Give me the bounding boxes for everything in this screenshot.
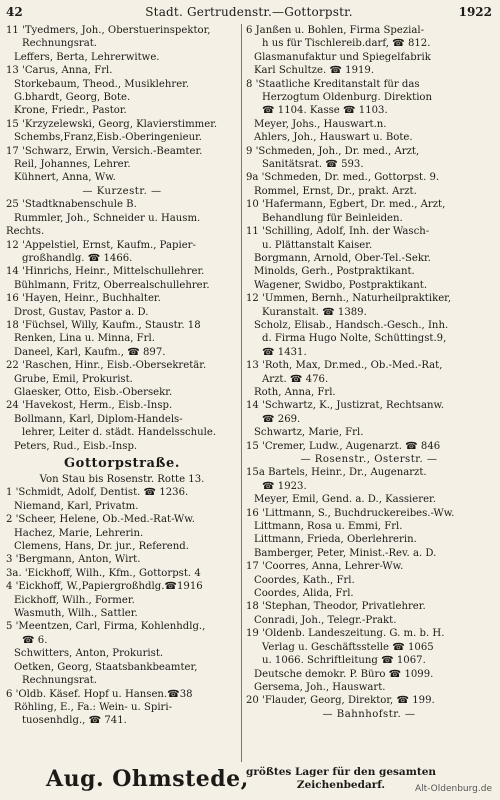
entry-continuation: Rechnungsrat. <box>22 675 97 687</box>
directory-entry-line: 4 'Eickhoff, W.,Papiergroßhdlg.☎1916 <box>6 581 203 593</box>
resident-line: Glaesker, Otto, Eisb.-Obersekr. <box>14 386 173 398</box>
directory-entry-line: 24 'Havekost, Herm., Eisb.-Insp. <box>6 400 173 412</box>
resident-line: Wagener, Swidbo, Postpraktikant. <box>254 279 428 291</box>
directory-entry-line: 12 'Ummen, Bernh., Naturheilpraktiker, <box>246 293 452 305</box>
resident-line: Reil, Johannes, Lehrer. <box>14 159 131 171</box>
resident-line: Storkebaum, Theod., Musiklehrer. <box>14 78 190 90</box>
resident-line: Minolds, Gerh., Postpraktikant. <box>254 266 415 278</box>
entry-continuation: ☎ 1104. Kasse ☎ 1103. <box>262 105 388 117</box>
entry-continuation: Sanitätsrat. ☎ 593. <box>262 159 364 171</box>
directory-entry-line: 15a Bartels, Heinr., Dr., Augenarzt. <box>246 467 427 479</box>
directory-entry-line: 14 'Hinrichs, Heinr., Mittelschullehrer. <box>6 266 205 278</box>
resident-line: Oetken, Georg, Staatsbankbeamter, <box>14 661 198 673</box>
directory-entry-line: 15 'Cremer, Ludw., Augenarzt. ☎ 846 <box>246 440 441 452</box>
resident-line: Schembs,Franz,Eisb.-Oberingenieur. <box>14 132 203 144</box>
entry-continuation: ☎ 1431. <box>262 346 307 358</box>
advertisement-footer <box>6 764 494 798</box>
directory-entry-line: 13 'Roth, Max, Dr.med., Ob.-Med.-Rat, <box>246 360 443 372</box>
resident-line: Kühnert, Anna, Ww. <box>14 172 116 184</box>
directory-entry-line: 16 'Littmann, S., Buchdruckereibes.-Ww. <box>246 507 455 519</box>
entry-continuation: d. Firma Hugo Nolte, Schüttingst.9, <box>262 333 447 345</box>
resident-line: Roth, Anna, Frl. <box>254 386 336 398</box>
entry-continuation: Behandlung für Beinleiden. <box>262 212 403 224</box>
resident-line: Rommel, Ernst, Dr., prakt. Arzt. <box>254 185 417 197</box>
cross-street-marker: — Rosenstr., Osterstr. — <box>300 454 438 465</box>
resident-line: G.bhardt, Georg, Bote. <box>14 92 131 104</box>
directory-entry-line: 3 'Bergmann, Anton, Wirt. <box>6 554 141 566</box>
resident-line: Borgmann, Arnold, Ober-Tel.-Sekr. <box>254 252 431 264</box>
resident-line: Peters, Rud., Eisb.-Insp. <box>14 440 138 452</box>
directory-entry-line: 6 'Oldb. Käsef. Hopf u. Hansen.☎38 <box>6 688 193 700</box>
ad-tagline-line-2: Zeichenbedarf. <box>296 779 386 791</box>
directory-entry-line: 9a 'Schmeden, Dr. med., Gottorpst. 9. <box>246 172 440 184</box>
entry-continuation: Verlag u. Geschäftsstelle ☎ 1065 <box>262 641 434 653</box>
entry-continuation: Arzt. ☎ 476. <box>262 373 329 385</box>
street-heading: Gottorpstraße. <box>63 456 181 471</box>
resident-line: Grube, Emil, Prokurist. <box>14 373 133 385</box>
resident-line: Leffers, Berta, Lehrerwitwe. <box>14 51 160 63</box>
entry-continuation: ☎ 1923. <box>262 480 307 492</box>
resident-line: Gersema, Joh., Hauswart. <box>254 681 386 693</box>
directory-entry-line: 11 'Schilling, Adolf, Inh. der Wasch- <box>246 226 430 238</box>
directory-entry-line: 5 'Meentzen, Carl, Firma, Kohlenhdlg., <box>6 621 206 633</box>
entry-continuation: ☎ 269. <box>262 413 301 425</box>
page-number: 42 <box>6 5 23 19</box>
ad-brand: Aug. Ohmstede, <box>46 766 249 792</box>
resident-line: Deutsche demokr. P. Büro ☎ 1099. <box>254 668 434 680</box>
directory-entry-line: 22 'Raschen, Hinr., Eisb.-Obersekretär. <box>6 360 207 372</box>
directory-entry-line: 18 'Füchsel, Willy, Kaufm., Staustr. 18 <box>6 319 201 331</box>
resident-line: Rummler, Joh., Schneider u. Hausm. <box>14 212 201 224</box>
street-range: Von Stau bis Rosenstr. Rotte 13. <box>39 474 205 485</box>
directory-entry-line: 19 'Oldenb. Landeszeitung. G. m. b. H. <box>246 628 445 640</box>
resident-line: Littmann, Frieda, Oberlehrerin. <box>254 534 417 546</box>
resident-line: Karl Schultze. ☎ 1919. <box>254 65 375 77</box>
resident-line: Schwartz, Marie, Frl. <box>254 427 364 439</box>
entry-continuation: u. Plättanstalt Kaiser. <box>262 239 373 251</box>
directory-entry-line: Rechts. <box>6 226 45 238</box>
directory-entry-line: 9 'Schmeden, Joh., Dr. med., Arzt, <box>246 145 420 157</box>
directory-entry-line: 2 'Scheer, Helene, Ob.-Med.-Rat-Ww. <box>6 514 195 526</box>
resident-line: Clemens, Hans, Dr. jur., Referend. <box>14 541 189 553</box>
resident-line: Glasmanufaktur und Spiegelfabrik <box>254 51 431 63</box>
resident-line: Meyer, Emil, Gend. a. D., Kassierer. <box>254 494 436 506</box>
resident-line: Coordes, Alida, Frl. <box>254 588 354 600</box>
resident-line: Röhling, E., Fa.: Wein- u. Spiri- <box>14 701 173 713</box>
resident-line: Drost, Gustav, Pastor a. D. <box>14 306 149 318</box>
directory-entry-line: 10 'Hafermann, Egbert, Dr. med., Arzt, <box>246 199 446 211</box>
entry-continuation: u. 1066. Schriftleitung ☎ 1067. <box>262 655 426 667</box>
page-title: Stadt. Gertrudenstr.—Gottorpstr. <box>145 5 353 19</box>
directory-entry-line: 17 'Schwarz, Erwin, Versich.-Beamter. <box>6 145 203 157</box>
watermark: Alt-Oldenburg.de <box>414 784 492 794</box>
directory-entry-line: 25 'Stadtknabenschule B. <box>6 199 137 211</box>
resident-line: Bühlmann, Fritz, Oberrealschullehrer. <box>14 279 210 291</box>
directory-entry-line: 20 'Flauder, Georg, Direktor, ☎ 199. <box>246 695 435 707</box>
page-year: 1922 <box>458 5 492 19</box>
entry-continuation: ☎ 6. <box>22 634 48 646</box>
entry-continuation: lehrer, Leiter d. städt. Handelsschule. <box>22 427 217 439</box>
ad-tagline-line-1: größtes Lager für den gesamten <box>246 766 437 778</box>
resident-line: Schwitters, Anton, Prokurist. <box>14 648 164 660</box>
directory-entry-line: 8 'Staatliche Kreditanstalt für das <box>246 78 420 90</box>
resident-line: Hachez, Marie, Lehrerin. <box>14 527 144 539</box>
resident-line: Krone, Friedr., Pastor. <box>14 105 127 117</box>
directory-entry-line: 6 Janßen u. Bohlen, Firma Spezial- <box>246 25 425 36</box>
entry-continuation: tuosenhdlg., ☎ 741. <box>22 715 127 727</box>
directory-entry-line: 17 'Coorres, Anna, Lehrer-Ww. <box>246 561 404 573</box>
resident-line: Eickhoff, Wilh., Former. <box>14 594 135 606</box>
resident-line: Littmann, Rosa u. Emmi, Frl. <box>254 521 403 533</box>
resident-line: Bollmann, Karl, Diplom-Handels- <box>14 413 183 425</box>
directory-entry-line: 13 'Carus, Anna, Frl. <box>6 65 113 77</box>
directory-entry-line: 11 'Tyedmers, Joh., Oberstuerinspektor, <box>6 25 211 36</box>
left-column <box>6 24 238 762</box>
entry-continuation: großhandlg. ☎ 1466. <box>22 252 133 264</box>
resident-line: Wasmuth, Wilh., Sattler. <box>14 608 138 620</box>
resident-line: Bamberger, Peter, Minist.-Rev. a. D. <box>254 547 437 559</box>
entry-continuation: Rechnungsrat. <box>22 38 97 50</box>
entry-continuation: Herzogtum Oldenburg. Direktion <box>262 92 432 104</box>
right-column <box>246 24 492 762</box>
cross-street-marker: — Bahnhofstr. — <box>322 708 416 720</box>
ad-tagline <box>246 766 436 792</box>
cross-street-marker: — Kurzestr. — <box>82 185 162 197</box>
resident-line: Conradi, Joh., Telegr.-Prakt. <box>254 614 397 626</box>
resident-line: Niemand, Karl, Privatm. <box>14 500 139 512</box>
directory-entry-line: 18 'Stephan, Theodor, Privatlehrer. <box>246 601 426 613</box>
resident-line: Ahlers, Joh., Hauswart u. Bote. <box>254 132 413 144</box>
directory-entry-line: 1 'Schmidt, Adolf, Dentist. ☎ 1236. <box>6 487 189 499</box>
page-header <box>6 4 492 20</box>
directory-entry-line: 16 'Hayen, Heinr., Buchhalter. <box>6 293 161 305</box>
resident-line: Coordes, Kath., Frl. <box>254 574 355 586</box>
resident-line: Renken, Lina u. Minna, Frl. <box>14 333 155 345</box>
directory-entry-line: 12 'Appelstiel, Ernst, Kaufm., Papier- <box>6 239 196 251</box>
directory-entry-line: 3a. 'Eickhoff, Wilh., Kfm., Gottorpst. 4 <box>6 567 201 579</box>
resident-line: Daneel, Karl, Kaufm., ☎ 897. <box>14 346 166 358</box>
directory-entry-line: 14 'Schwartz, K., Justizrat, Rechtsanw. <box>246 400 445 412</box>
resident-line: Meyer, Johs., Hauswart.n. <box>254 118 387 130</box>
resident-line: Scholz, Elisab., Handsch.-Gesch., Inh. <box>254 319 449 331</box>
column-divider <box>241 24 242 762</box>
directory-entry-line: 15 'Krzyzelewski, Georg, Klavierstimmer. <box>6 118 218 130</box>
entry-continuation: Kuranstalt. ☎ 1389. <box>262 306 367 318</box>
entry-continuation: h us für Tischlereib.darf, ☎ 812. <box>262 38 431 50</box>
